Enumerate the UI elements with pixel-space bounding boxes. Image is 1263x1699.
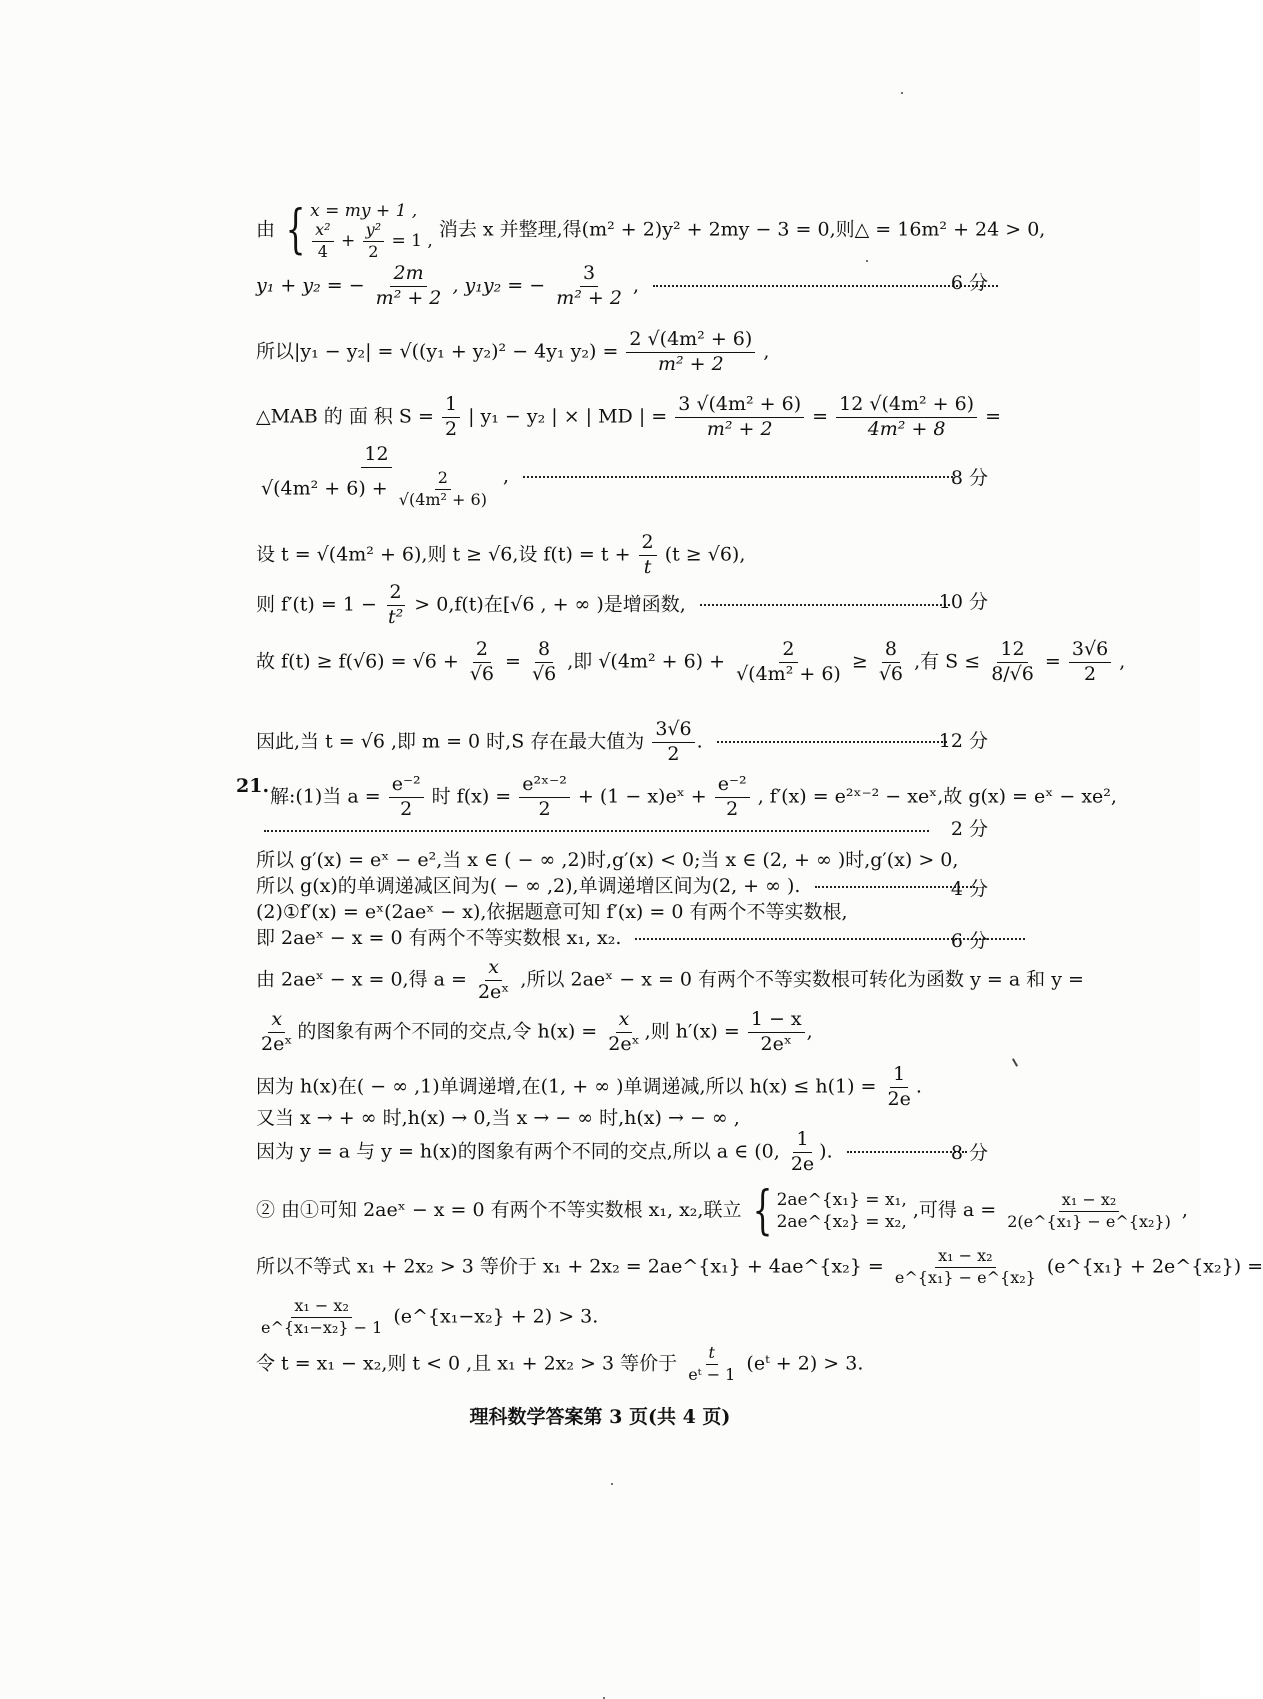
frac-den: √(4m² + 6) <box>736 662 841 685</box>
dot-leader <box>653 285 998 287</box>
frac-den: 2 <box>400 797 413 820</box>
text-run: , f′(x) = e²ˣ⁻² − xeˣ,故 g(x) = eˣ − xe², <box>757 785 1117 808</box>
frac-num: 8 <box>882 640 900 663</box>
frac-den: e^{x₁−x₂} − 1 <box>261 1317 383 1337</box>
line-q21-part1 <box>270 775 1117 820</box>
frac-num: 2 √(4m² + 6) <box>626 330 755 353</box>
frac-num: 2m <box>390 264 426 287</box>
line-triangle-area: △MAB 的 面 积 S = $\frac{1}{2}$ | y₁ − y₂ | × | MD | = $\frac{\text{3 √(4m² + 6)}}{\text{m² + 2}}$ = $\frac{\text{12 √(4m² + 6)}}{\text{4m² + 8}}$ = <box>256 393 1002 440</box>
line-monotonic-intervals <box>256 874 983 898</box>
frac-den: 2(e^{x₁} − e^{x₂}) <box>1007 1211 1171 1231</box>
frac-num: 2 <box>779 640 797 663</box>
system-eq-2: 2ae^{x₂} = x₂, <box>776 1212 907 1232</box>
frac-den: m² + 2 <box>556 286 622 309</box>
text-run: 因为 h(x)在( − ∞ ,1)单调递增,在(1, + ∞ )单调递减,所以 h(x) ≤ h(1) = <box>256 1075 877 1098</box>
frac-num: 2 <box>387 583 405 606</box>
frac-den: √(4m² + 6) <box>398 489 487 509</box>
line-dot-leader <box>256 818 937 842</box>
frac-num: 3√6 <box>1069 640 1111 663</box>
dot-leader <box>523 476 953 478</box>
text-run: 时 f(x) = <box>431 785 512 808</box>
frac-num: 2 <box>639 533 657 556</box>
text-run: (e^{x₁} + 2e^{x₂}) = <box>1046 1255 1263 1278</box>
text-run: 所以 g(x)的单调递减区间为( − ∞ ,2),单调递增区间为(2, + ∞ ). <box>256 875 801 897</box>
text-run: 令 t = x₁ − x₂,则 t < 0 ,且 x₁ + 2x₂ > 3 等价于 <box>256 1352 678 1375</box>
system-eq-1: 2ae^{x₁} = x₁, <box>776 1189 907 1210</box>
text-run: 所以不等式 x₁ + 2x₂ > 3 等价于 x₁ + 2x₂ = 2ae^{x₁} + 4ae^{x₂} = <box>256 1255 884 1278</box>
frac-num: 3√6 <box>652 720 694 743</box>
text-run: (e^{x₁−x₂} + 2) > 3. <box>393 1305 599 1328</box>
text-run: 故 f(t) ≥ f(√6) = √6 + <box>256 650 459 673</box>
frac-den: m² + 2 <box>657 352 724 375</box>
line-convert-intersection <box>256 958 1084 1003</box>
text-run: 的图象有两个不同的交点,令 h(x) = <box>297 1020 598 1043</box>
frac-den: 2eˣ <box>760 1032 792 1055</box>
frac-num: 8 <box>535 640 553 663</box>
text-run: + (1 − x)eˣ + <box>577 785 707 808</box>
text-run: △MAB 的 面 积 S = <box>256 405 434 428</box>
frac-num: e⁻² <box>389 775 424 798</box>
text-run: 因此,当 t = √6 ,即 m = 0 时,S 存在最大值为 <box>256 730 645 753</box>
frac-den: 2e <box>790 1152 815 1175</box>
frac-den: 2 <box>667 742 680 765</box>
frac-den: √6 <box>878 662 904 685</box>
frac-den: m² + 2 <box>706 417 773 440</box>
frac-den: 8/√6 <box>991 662 1034 685</box>
text-run: , y₁y₂ = − <box>452 274 546 297</box>
frac-num: x₁ − x₂ <box>1059 1192 1119 1212</box>
system-eq-2: $\frac{\text{x²}}{4}$ + $\frac{\text{y²}}{2}$ = 1 , <box>310 222 433 261</box>
text-run: | y₁ − y₂ | × | MD | = <box>468 405 668 428</box>
text-run: (t ≥ √6), <box>664 543 746 566</box>
system-eq-1: x = my + 1 , <box>310 201 418 221</box>
text-run: ,可得 a = <box>912 1199 997 1221</box>
frac-num: 12 <box>997 640 1027 663</box>
text-run: y₁ + y₂ = − <box>256 274 365 297</box>
line-h-limits: 又当 x → + ∞ 时,h(x) → 0,当 x → − ∞ 时,h(x) → − ∞ , <box>256 1107 740 1129</box>
line-abs-difference: 所以|y₁ − y₂| = √((y₁ + y₂)² − 4y₁ y₂) = $\frac{\text{2 √(4m² + 6)}}{\text{m² + 2}}$ , <box>256 328 770 375</box>
frac-den: 2 <box>538 797 551 820</box>
frac-num: x₁ − x₂ <box>291 1298 351 1318</box>
line-derivative-ft <box>256 583 958 628</box>
score-mark: 10 分 <box>938 591 988 613</box>
score-mark: 2 分 <box>950 818 988 840</box>
frac-den: 2 <box>368 241 379 261</box>
frac-num: 1 <box>442 395 460 418</box>
frac-den: √6 <box>469 662 494 685</box>
frac-num: x <box>268 1010 285 1033</box>
dot-leader <box>847 1151 967 1153</box>
line-ratio-inequality <box>256 1298 598 1337</box>
frac-num: x <box>485 958 502 981</box>
text-run: 解:(1)当 a = <box>270 785 381 808</box>
frac-den: 2 <box>444 417 458 440</box>
text-run: ,所以 2aeˣ − x = 0 有两个不等实数根可转化为函数 y = a 和 y = <box>520 968 1084 991</box>
frac-num: x² <box>312 222 333 242</box>
score-mark: 6 分 <box>950 930 988 952</box>
text-run: > 0,f(t)在[√6 , + ∞ )是增函数, <box>414 593 686 616</box>
text-run: ② 由①可知 2aeˣ − x = 0 有两个不等实数根 x₁, x₂,联立 <box>256 1199 742 1221</box>
text-run: , <box>806 1020 813 1043</box>
dot-leader <box>700 604 950 606</box>
equation-system: { x = my + 1 , $\frac{\text{x²}}{4}$ + $\frac{\text{y²}}{2}$ = 1 , <box>285 200 433 261</box>
frac-num: 12 √(4m² + 6) <box>836 395 977 418</box>
frac-num: 1 <box>890 1065 908 1088</box>
frac-den: 2 <box>1083 662 1097 685</box>
page-footer: 理科数学答案第 3 页(共 4 页) <box>469 1406 731 1428</box>
frac-num: 2 <box>473 640 491 663</box>
text-run: 即 2aeˣ − x = 0 有两个不等实数根 x₁, x₂. <box>256 927 622 949</box>
score-mark: 8 分 <box>950 467 988 489</box>
line-h-monotonic <box>256 1065 922 1110</box>
text-run: 因为 y = a 与 y = h(x)的图象有两个不同的交点,所以 a ∈ (0, <box>256 1140 780 1163</box>
question-number: 21. <box>236 775 270 797</box>
text-run: . <box>915 1075 922 1098</box>
scan-speck <box>611 1483 613 1485</box>
line-two-roots <box>256 926 1033 950</box>
text-run: 由 <box>256 218 276 241</box>
line-h-definition <box>256 1010 813 1055</box>
frac-num: 1 <box>793 1130 811 1153</box>
frac-den: t² <box>387 605 404 628</box>
frac-num: y² <box>363 222 384 242</box>
frac-num: 2 <box>435 470 451 490</box>
score-mark: 6 分 <box>950 272 988 294</box>
frac-den: 2e <box>887 1087 911 1110</box>
text-run: 则 f′(t) = 1 − <box>256 593 377 616</box>
line-gprime-sign: 所以 g′(x) = eˣ − e²,当 x ∈ ( − ∞ ,2)时,g′(x) < 0;当 x ∈ (2, + ∞ )时,g′(x) > 0, <box>256 849 959 871</box>
frac-num: x₁ − x₂ <box>935 1248 995 1268</box>
line-substitution-t <box>256 533 745 578</box>
line-simultaneous-system: ② 由①可知 2aeˣ − x = 0 有两个不等实数根 x₁, x₂,联立 { 2ae^{x₁} = x₁, 2ae^{x₂} = x₂, ,可得 a = $\frac{\text{x₁ − x₂}}{\text{2(e\textasciicircum{}\{x₁\} − e\textasciicircum{}\{x₂\})}}$ , <box>256 1181 1188 1241</box>
frac-den: √6 <box>532 662 557 685</box>
frac-num: 3 √(4m² + 6) <box>675 395 804 418</box>
frac-num: x <box>616 1010 633 1033</box>
line-equivalent-inequality <box>256 1248 1263 1287</box>
line-part2-derivative: (2)①f′(x) = eˣ(2aeˣ − x),依据题意可知 f′(x) = 0 有两个不等实数根, <box>256 901 848 923</box>
score-mark: 12 分 <box>938 730 988 752</box>
frac-num: e⁻² <box>715 775 750 798</box>
text-run: 消去 x 并整理,得(m² + 2)y² + 2my − 3 = 0,则△ = 16m² + 24 > 0, <box>438 218 1046 241</box>
frac-den: 2eˣ <box>608 1032 640 1055</box>
line-max-value <box>256 720 955 765</box>
frac-den: 2eˣ <box>261 1032 293 1055</box>
frac-den: 4 <box>317 241 328 261</box>
scan-speck <box>901 92 903 94</box>
frac-num: 1 − x <box>748 1010 805 1033</box>
text-run: ,即 √(4m² + 6) + <box>567 650 726 673</box>
text-run: 由 2aeˣ − x = 0,得 a = <box>256 968 467 991</box>
frac-den: √(4m² + 6) + <box>261 477 388 500</box>
line-a-range <box>256 1130 975 1175</box>
score-mark: 4 分 <box>950 878 988 900</box>
text-run: ,有 S ≤ <box>914 650 981 673</box>
frac-den: 2 <box>726 797 739 820</box>
frac-num: 12 <box>361 445 391 468</box>
frac-den: eᵗ − 1 <box>688 1364 736 1384</box>
text-run: ,则 h′(x) = <box>644 1020 740 1043</box>
text-run: 所以|y₁ − y₂| = √((y₁ + y₂)² − 4y₁ y₂) = <box>256 340 619 363</box>
text-run: . <box>696 730 703 753</box>
line-vieta: y₁ + y₂ = − $\frac{2m}{\text{m² + 2}}$ , y₁y₂ = − $\frac{3}{\text{m² + 2}}$ , <box>256 264 1006 309</box>
frac-num: 3 <box>580 264 598 287</box>
equation-system: { 2ae^{x₁} = x₁, 2ae^{x₂} = x₂, <box>752 1181 907 1241</box>
text-run: 设 t = √(4m² + 6),则 t ≥ √6,设 f(t) = t + <box>256 543 631 566</box>
frac-den: 4m² + 8 <box>867 417 946 440</box>
line-inequality: 故 f(t) ≥ f(√6) = √6 + $\frac{2}{√6}$ = $\frac{8}{√6}$ ,即 √(4m² + 6) + $\frac{2}{\text{√(4m² + 6)}}$ ≥ $\frac{8}{√6}$ ,有 S ≤ $\frac{12}{8/√6}$ = $\frac{3√6}{2}$ , <box>256 638 1126 685</box>
line-t-substitution <box>256 1345 863 1384</box>
text-run: ). <box>819 1140 833 1163</box>
text-run: (eᵗ + 2) > 3. <box>746 1352 864 1375</box>
score-mark: 8 分 <box>950 1142 988 1164</box>
dot-leader <box>264 830 929 832</box>
scan-speck <box>1012 1058 1018 1067</box>
dot-leader <box>717 741 947 743</box>
line-system-substitution <box>256 200 1045 261</box>
frac-den: e^{x₁} − e^{x₂} <box>894 1267 1036 1287</box>
frac-den: m² + 2 <box>375 286 442 309</box>
frac-den: t <box>643 555 652 578</box>
frac-num: e²ˣ⁻² <box>519 775 570 798</box>
line-compound-fraction: 12 √(4m² + 6) + $\frac{2}{\text{√(4m² + 6)}}$ , <box>256 445 961 509</box>
frac-den: 2eˣ <box>477 980 510 1003</box>
frac-num: t <box>706 1345 718 1365</box>
